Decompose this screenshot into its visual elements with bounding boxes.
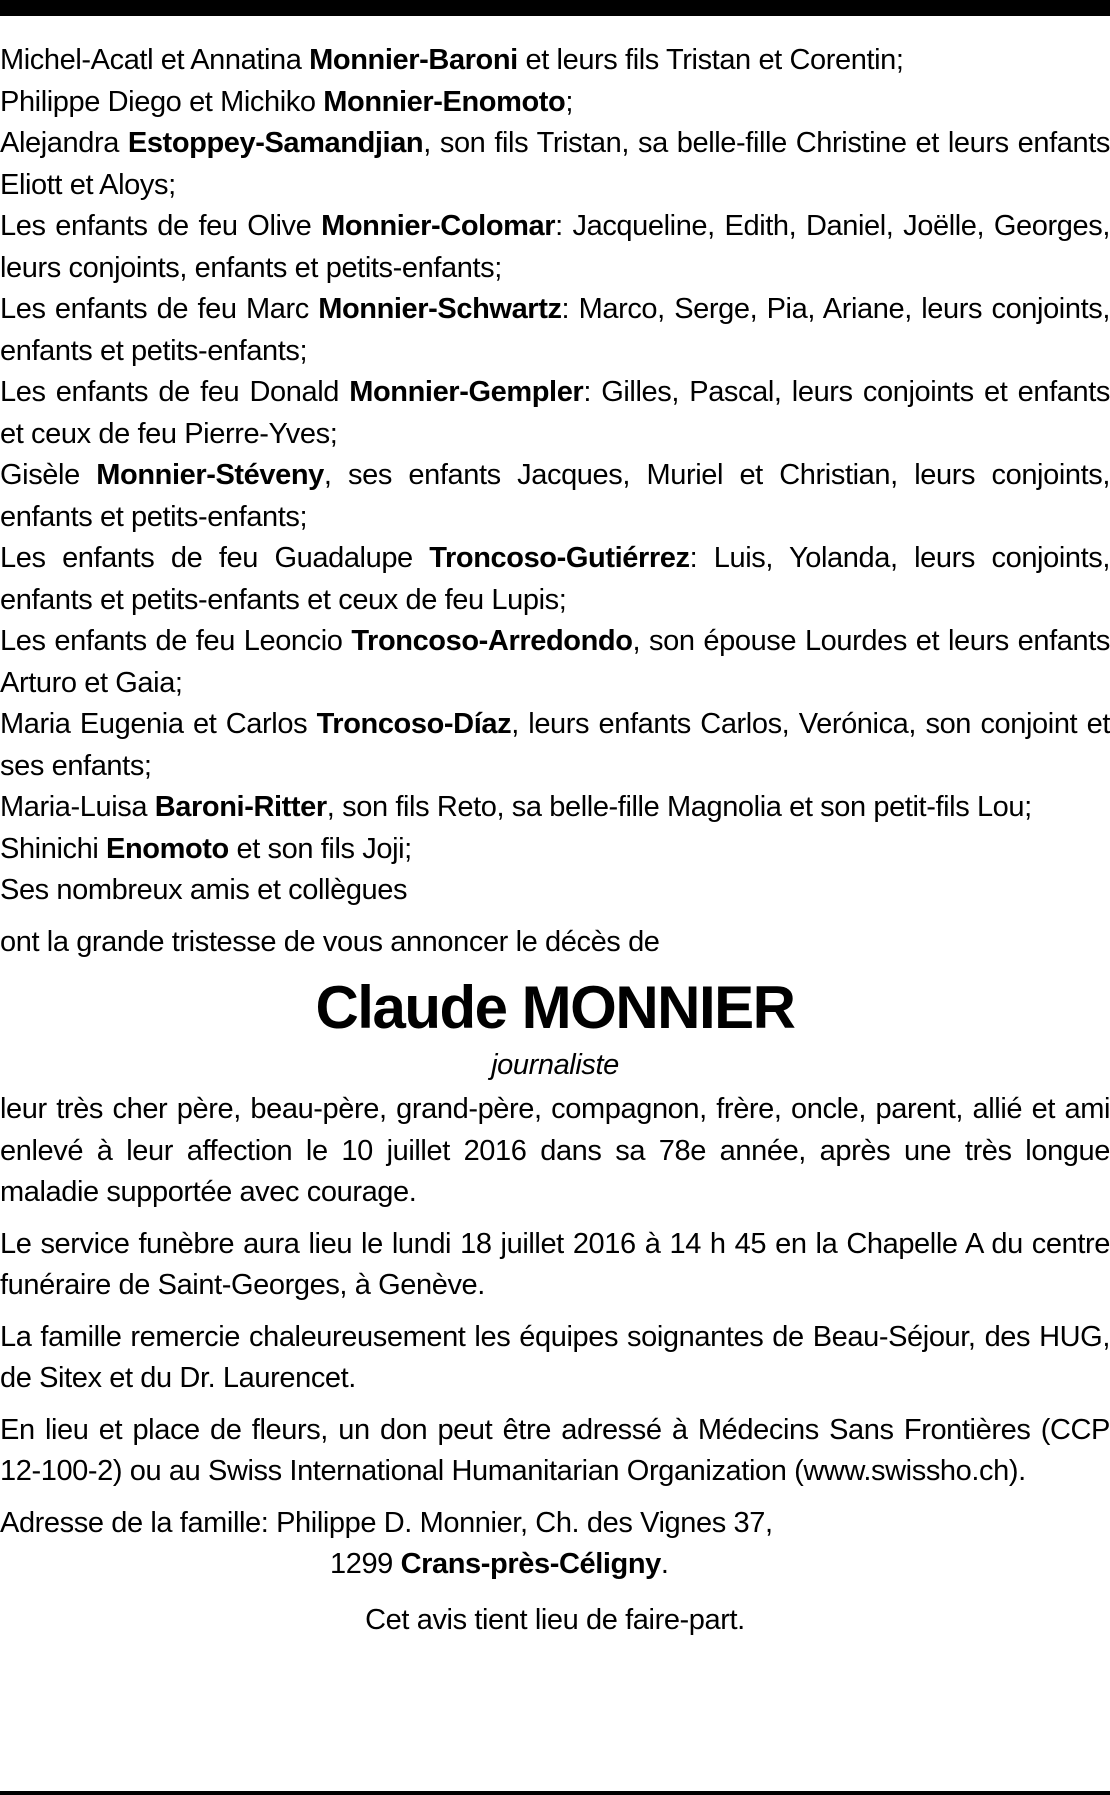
mourner-text: Les enfants de feu Marc	[0, 293, 319, 325]
funeral-service-paragraph: Le service funèbre aura lieu le lundi 18 juillet 2016 à 14 h 45 en la Chapelle A du centre funéraire de Saint-Georges, à Genève.	[0, 1227, 1110, 1301]
mourner-text: ;	[565, 85, 574, 118]
mourner-text: , son fils Reto, sa belle-fille Magnolia et son petit-fils Lou;	[326, 791, 1032, 823]
mourner-text: : Jacqueline, Edith, Daniel, Joëlle, Georges, leurs conjoints, enfants et petits-enfants;	[0, 210, 1110, 284]
mourner-text: Alejandra	[0, 127, 128, 159]
family-name: Monnier-Gempler	[349, 376, 584, 408]
mourner-entry	[0, 206, 1110, 289]
mourner-text: Ses nombreux amis et collègues	[0, 874, 408, 906]
mourner-entry	[0, 829, 1110, 871]
closing-note: Cet avis tient lieu de faire-part.	[365, 1603, 745, 1636]
mourner-entry	[0, 289, 1110, 372]
family-name: Monnier-Enomoto	[323, 85, 566, 118]
family-name: Troncoso-Díaz	[316, 708, 512, 740]
deceased-name: Claude MONNIER	[315, 974, 795, 1041]
family-name: Monnier-Colomar	[321, 210, 556, 242]
address-postcode: 1299	[330, 1548, 401, 1580]
mourner-text: : Marco, Serge, Pia, Ariane, leurs conjoints, enfants et petits-enfants;	[0, 293, 1110, 367]
mourner-text: Maria Eugenia et Carlos	[0, 708, 317, 740]
mourner-entry	[0, 40, 1110, 82]
notice-content	[0, 40, 1110, 1641]
address-town: Crans-près-Céligny	[400, 1548, 661, 1580]
mourner-text: Les enfants de feu Olive	[0, 210, 322, 242]
deceased-profession: journaliste	[491, 1049, 619, 1081]
mourner-entry	[0, 870, 1110, 912]
announcement-intro: ont la grande tristesse de vous annoncer le décès de	[0, 925, 660, 958]
mourner-text: Philippe Diego et Michiko	[0, 85, 324, 118]
mourner-text: Les enfants de feu Donald	[0, 376, 350, 408]
mourners-list	[0, 40, 1110, 912]
family-address	[0, 1503, 1110, 1586]
address-line-2	[0, 1544, 1110, 1586]
mourner-text: : Gilles, Pascal, leurs conjoints et enfants et ceux de feu Pierre-Yves;	[0, 376, 1110, 450]
mourner-text: et leurs fils Tristan et Corentin;	[517, 44, 904, 76]
family-name: Baroni-Ritter	[154, 791, 327, 823]
family-name: Troncoso-Arredondo	[351, 625, 633, 657]
family-name: Enomoto	[106, 832, 229, 865]
family-name: Monnier-Stéveny	[96, 459, 324, 491]
mourner-text: Maria-Luisa	[0, 791, 155, 823]
tribute-paragraph: leur très cher père, beau-père, grand-père, compagnon, frère, oncle, parent, allié et ami enlevé à leur affection le 10 juillet 2016 dans sa 78e année, après une très longue maladie supportée avec courage.	[0, 1093, 1110, 1208]
mourner-text: , leurs enfants Carlos, Verónica, son conjoint et ses enfants;	[0, 708, 1110, 782]
bottom-rule	[0, 1791, 1110, 1795]
mourner-text: et son fils Joji;	[228, 832, 412, 865]
mourner-text: , son fils Tristan, sa belle-fille Christine et leurs enfants Eliott et Aloys;	[0, 127, 1110, 201]
family-name: Monnier-Baroni	[309, 44, 518, 76]
donation-paragraph: En lieu et place de fleurs, un don peut être adressé à Médecins Sans Frontières (CCP 12-100-2) ou au Swiss International Humanitarian Organization (www.swissho.ch).	[0, 1413, 1110, 1487]
family-name: Troncoso-Gutiérrez	[429, 542, 690, 574]
top-rule	[0, 0, 1110, 16]
mourner-text: Shinichi	[0, 832, 107, 865]
mourner-entry	[0, 704, 1110, 787]
mourner-entry	[0, 455, 1110, 538]
mourner-entry	[0, 787, 1110, 829]
mourner-text: Les enfants de feu Guadalupe	[0, 542, 430, 574]
mourner-entry	[0, 621, 1110, 704]
mourner-entry	[0, 82, 1110, 124]
mourner-text: Les enfants de feu Leoncio	[0, 625, 352, 657]
address-line-1: Adresse de la famille: Philippe D. Monnier, Ch. des Vignes 37,	[0, 1506, 773, 1539]
mourner-text: : Luis, Yolanda, leurs conjoints, enfants et petits-enfants et ceux de feu Lupis;	[0, 542, 1110, 616]
family-name: Estoppey-Samandjian	[127, 127, 424, 159]
mourner-text: , son épouse Lourdes et leurs enfants Arturo et Gaia;	[0, 625, 1110, 699]
address-end: .	[660, 1548, 669, 1580]
mourner-text: Gisèle	[0, 459, 97, 491]
family-name: Monnier-Schwartz	[318, 293, 562, 325]
mourner-entry	[0, 372, 1110, 455]
mourner-text: Michel-Acatl et Annatina	[0, 44, 310, 76]
mourner-entry	[0, 123, 1110, 206]
thanks-paragraph: La famille remercie chaleureusement les équipes soignantes de Beau-Séjour, des HUG, de Sitex et du Dr. Laurencet.	[0, 1320, 1110, 1394]
mourner-text: , ses enfants Jacques, Muriel et Christian, leurs conjoints, enfants et petits-enfants;	[0, 459, 1110, 533]
mourner-entry	[0, 538, 1110, 621]
